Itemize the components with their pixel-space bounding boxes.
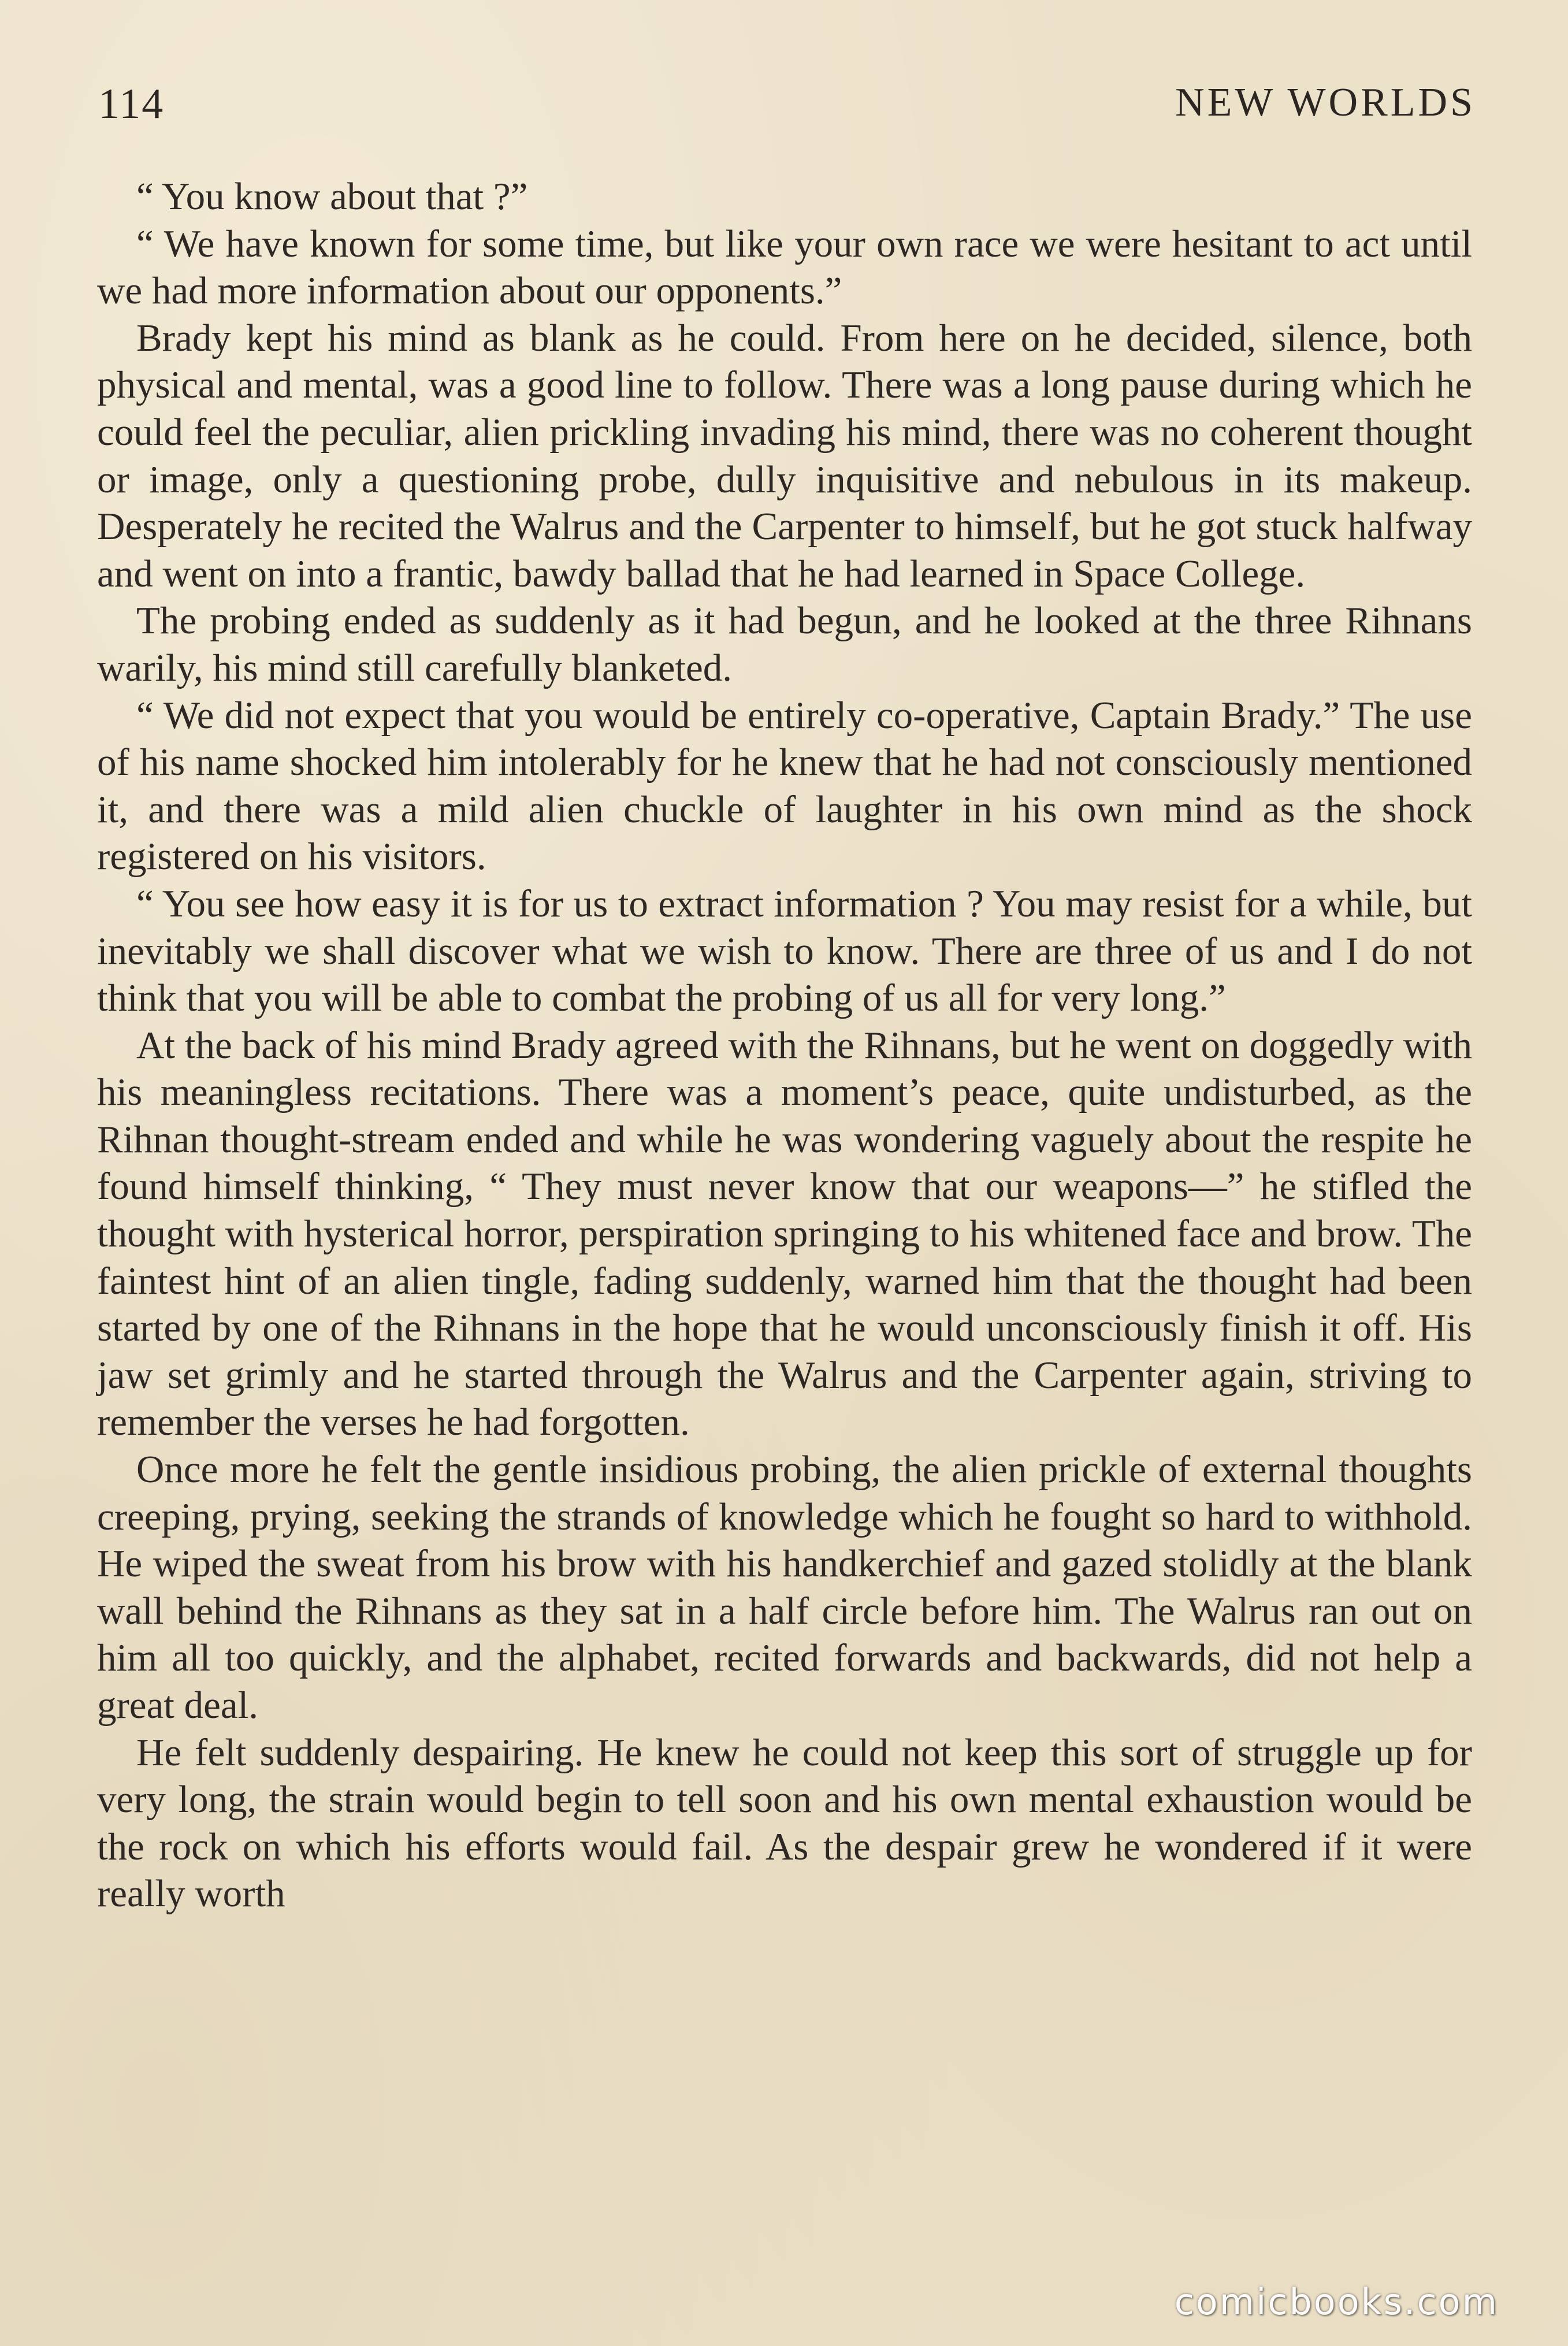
paragraph: “ We did not expect that you would be entirely co-operative, Captain Brady.” The use of his name shocked him intolerably for he knew that he had not consciously mentioned it, and there was a mild alien chuckle of laughter in his own mind as the shock registered on his visitors.: [97, 693, 1472, 878]
text-body: [97, 173, 1472, 1918]
paragraph: He felt suddenly despairing. He knew he could not keep this sort of struggle up for very long, the strain would begin to tell soon and his own mental exhaustion would be the rock on which his efforts would fail. As the despair grew he wondered if it were really worth: [97, 1731, 1472, 1916]
paragraph: Brady kept his mind as blank as he could. From here on he decided, silence, both physical and mental, was a good line to follow. There was a long pause during which he could feel the peculiar, alien prickling invading his mind, there was no coherent thought or image, only a questioning probe, dully inquisitive and nebulous in its makeup. Desperately he recited the Walrus and the Carpenter to himself, but he got stuck halfway and went on into a frantic, bawdy ballad that he had learned in Space College.: [97, 316, 1472, 595]
page-number: 114: [98, 80, 165, 128]
page-header: [98, 80, 1476, 143]
paragraph: Once more he felt the gentle insidious probing, the alien prickle of external thoughts creeping, prying, seeking the strands of knowledge which he fought so hard to withhold. He wiped the sweat from his brow with his handkerchief and gazed stolidly at the blank wall behind the Rihnans as they sat in a half circle before him. The Walrus ran out on him all too quickly, and the alphabet, recited forwards and backwards, did not help a great deal.: [97, 1448, 1472, 1727]
paragraph: “ You see how easy it is for us to extract information ? You may resist for a while, but inevitably we shall discover what we wish to know. There are three of us and I do not think that you will be able to combat the probing of us all for very long.”: [97, 882, 1472, 1020]
paragraph: The probing ended as suddenly as it had begun, and he looked at the three Rihnans warily, his mind still carefully blanketed.: [97, 599, 1472, 689]
watermark: comicbooks.com: [1174, 2281, 1499, 2323]
running-head: NEW WORLDS: [1175, 80, 1476, 125]
paragraph: “ You know about that ?”: [136, 175, 528, 218]
paragraph: At the back of his mind Brady agreed with the Rihnans, but he went on doggedly with his meaningless recitations. There was a moment’s peace, quite undisturbed, as the Rihnan thought-stream ended and while he was wondering vaguely about the respite he found himself thinking, “ They must never know that our weapons—” he stifled the thought with hysterical horror, perspiration springing to his whitened face and brow. The faintest hint of an alien tingle, fading suddenly, warned him that the thought had been started by one of the Rihnans in the hope that he would unconsciously finish it off. His jaw set grimly and he started through the Walrus and the Carpenter again, striving to remember the verses he had forgotten.: [97, 1023, 1472, 1444]
paragraph: “ We have known for some time, but like your own race we were hesitant to act until we had more information about our opponents.”: [97, 222, 1472, 313]
